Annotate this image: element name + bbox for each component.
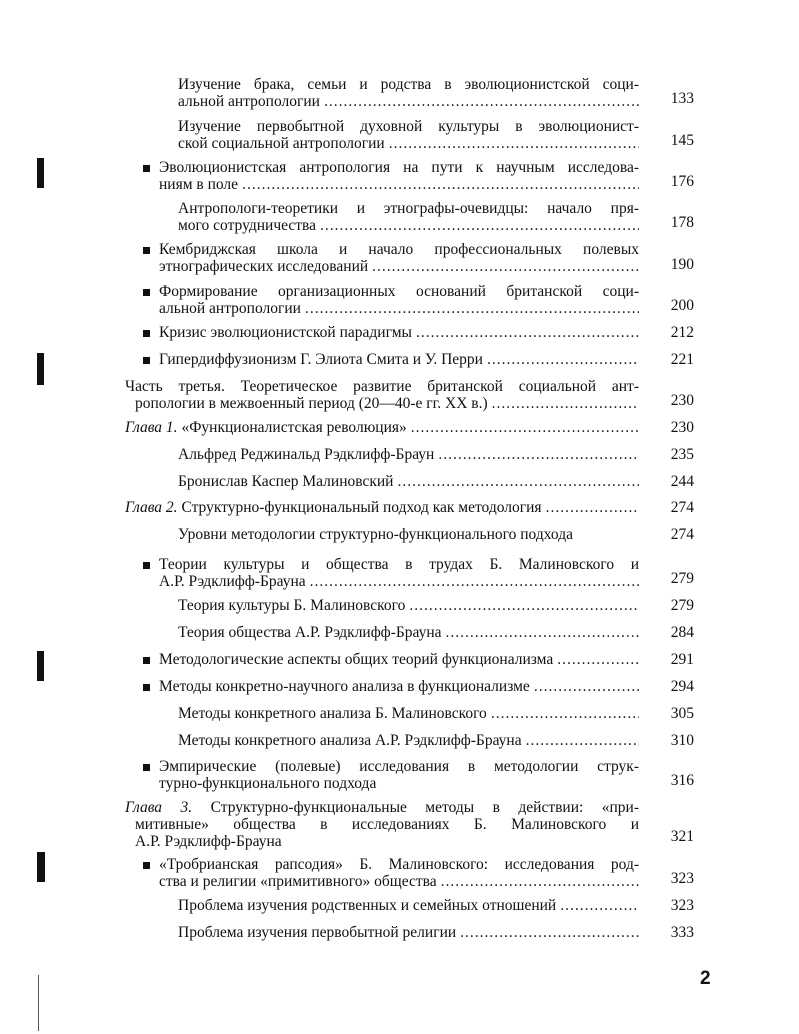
page-ref: 279 — [670, 570, 694, 587]
toc-entry: Методы конкретного анализа А.Р. Рэдклифф-Брауна ..... — [178, 732, 639, 749]
toc-entry: Формирование организационных оснований британской соци- альной антропологии ..... — [159, 283, 639, 317]
page-ref: 212 — [670, 324, 694, 341]
bullet-icon — [143, 657, 150, 664]
toc-entry: Глава 2. Структурно-функциональный подход как методология ..... — [125, 499, 639, 516]
page-ref: 279 — [670, 597, 694, 614]
toc-entry: Методы конкретного анализа Б. Малиновского ..... — [178, 705, 639, 722]
scan-margin-mark — [37, 158, 44, 188]
page-ref: 244 — [670, 473, 694, 490]
page-ref: 200 — [670, 297, 694, 314]
page-ref: 221 — [670, 351, 694, 368]
page-ref: 291 — [670, 651, 694, 668]
toc-entry: Уровни методологии структурно-функционального подхода — [178, 526, 573, 543]
bullet-icon — [143, 330, 150, 337]
page-ref: 176 — [670, 173, 694, 190]
bullet-icon — [143, 247, 150, 254]
toc-entry: Проблема изучения родственных и семейных отношений ..... — [178, 897, 639, 914]
page-ref: 235 — [670, 446, 694, 463]
toc-entry: Гипердиффузионизм Г. Элиота Смита и У. Перри ..... — [159, 351, 639, 368]
page-ref: 305 — [670, 705, 694, 722]
toc-entry: Проблема изучения первобытной религии ..... — [178, 924, 639, 941]
toc-entry: Методологические аспекты общих теорий функционализма ..... — [159, 651, 639, 668]
toc-entry: Часть третья. Теоретическое развитие британской социальной ант- ропологии в межвоенный период (20—40-е гг. XX в.) ..... — [125, 378, 639, 412]
toc-entry: Методы конкретно-научного анализа в функционализме ..... — [159, 678, 639, 695]
toc-entry: Альфред Реджинальд Рэдклифф-Браун ..... — [178, 446, 639, 463]
toc-entry: Изучение брака, семьи и родства в эволюционистской соци- альной антропологии ..... — [178, 76, 639, 110]
bullet-icon — [143, 165, 150, 172]
toc-entry: Глава 3. Структурно-функциональные методы в действии: «при- митивные» общества в исследованиях Б. Малиновского и А.Р. Рэдклифф-Брауна — [125, 799, 640, 850]
toc-entry: Теория культуры Б. Малиновского ..... — [178, 597, 639, 614]
toc-entry: Эмпирические (полевые) исследования в методологии струк- турно-функционального подхода — [159, 758, 639, 792]
page-ref: 310 — [670, 732, 694, 749]
scan-margin-mark — [37, 353, 44, 385]
bullet-icon — [143, 684, 150, 691]
toc-entry: Глава 1. «Функционалистская революция» ..... — [125, 419, 639, 436]
scan-margin-mark — [37, 651, 44, 681]
page-ref: 321 — [670, 828, 694, 845]
page-ref: 230 — [670, 419, 694, 436]
toc-entry: Антропологи-теоретики и этнографы-очевидцы: начало пря- мого сотрудничества ..... — [178, 200, 639, 234]
page-ref: 230 — [670, 392, 694, 409]
page-ref: 274 — [670, 526, 694, 543]
page-ref: 133 — [670, 90, 694, 107]
page-ref: 323 — [670, 897, 694, 914]
bullet-icon — [143, 764, 150, 771]
page-ref: 145 — [670, 132, 694, 149]
page-ref: 284 — [670, 624, 694, 641]
scan-margin-line — [38, 975, 39, 1031]
bullet-icon — [143, 357, 150, 364]
page-ref: 178 — [670, 214, 694, 231]
page-ref: 333 — [670, 924, 694, 941]
page-ref: 294 — [670, 678, 694, 695]
page-number: 2 — [700, 968, 711, 989]
page-ref: 316 — [670, 772, 694, 789]
bullet-icon — [143, 562, 150, 569]
toc-entry: Кембриджская школа и начало профессиональных полевых этнографических исследований ..... — [159, 241, 639, 275]
toc-entry: Кризис эволюционистской парадигмы ..... — [159, 324, 639, 341]
page-ref: 190 — [670, 256, 694, 273]
scan-margin-mark — [37, 852, 45, 882]
bullet-icon — [143, 289, 150, 296]
page-ref: 274 — [670, 499, 694, 516]
toc-entry: Теория общества А.Р. Рэдклифф-Брауна ..... — [178, 624, 639, 641]
toc-entry: Теории культуры и общества в трудах Б. Малиновского и А.Р. Рэдклифф-Брауна ..... — [159, 556, 639, 590]
toc-entry: Бронислав Каспер Малиновский ..... — [178, 473, 639, 490]
toc-entry: «Тробрианская рапсодия» Б. Малиновского: исследования род- ства и религии «примитивного» общества ..... — [159, 856, 639, 890]
page-ref: 323 — [670, 870, 694, 887]
toc-entry: Изучение первобытной духовной культуры в эволюционист- ской социальной антропологии ..... — [178, 118, 639, 152]
toc-entry: Эволюционистская антропология на пути к научным исследова- ниям в поле ..... — [159, 159, 639, 193]
bullet-icon — [143, 862, 150, 869]
